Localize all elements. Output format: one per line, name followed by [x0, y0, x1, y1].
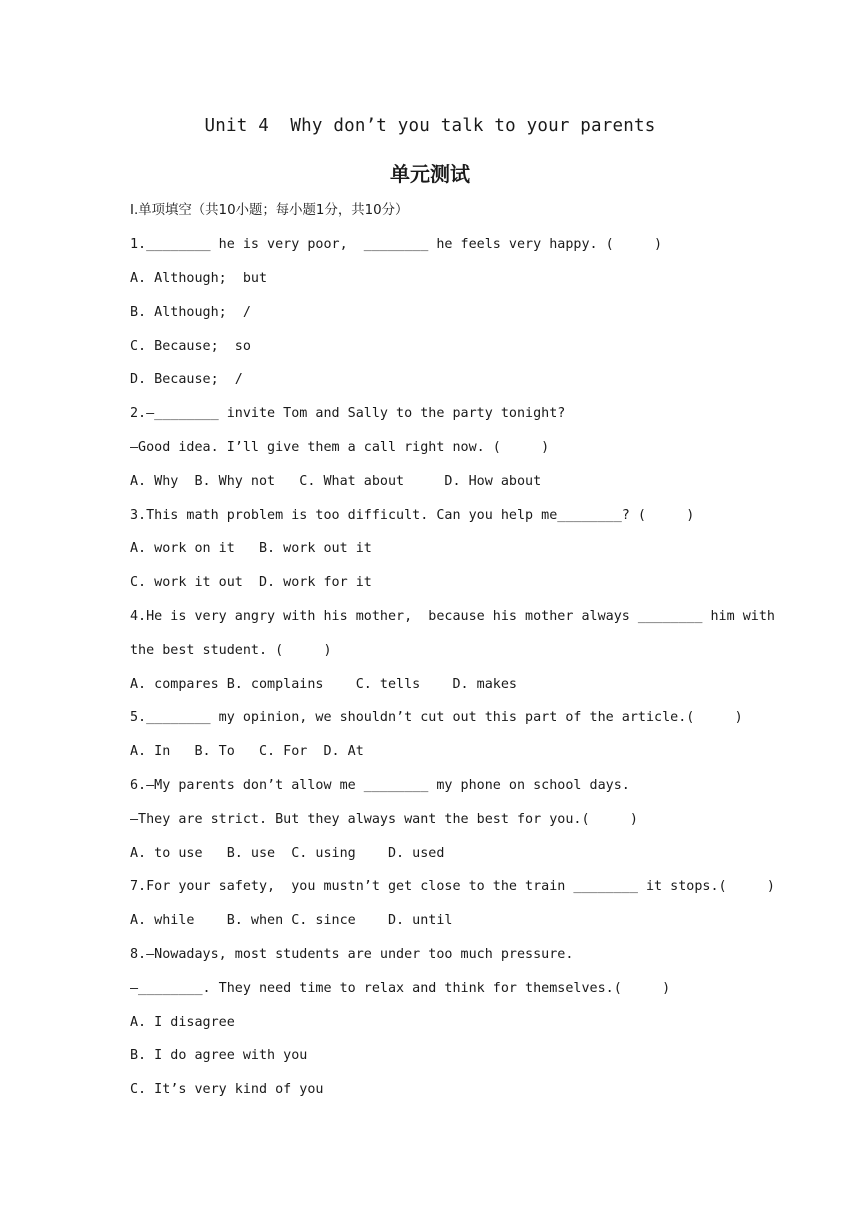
option-line: C. work it out D. work for it: [130, 575, 372, 590]
option-line: C. Because; so: [130, 339, 251, 354]
question-line: 3.This math problem is too difficult. Can you help me________? ( ): [130, 508, 695, 523]
option-line: A. while B. when C. since D. until: [130, 913, 453, 928]
option-line: A. compares B. complains C. tells D. makes: [130, 677, 517, 692]
question-line: 1.________ he is very poor, ________ he feels very happy. ( ): [130, 237, 663, 252]
document-title: Unit 4 Why don’t you talk to your parents: [204, 116, 656, 136]
question-line: 7.For your safety, you mustn’t get close to the train ________ it stops.( ): [130, 879, 775, 894]
option-line: A. In B. To C. For D. At: [130, 744, 364, 759]
option-line: A. Why B. Why not C. What about D. How about: [130, 474, 542, 489]
question-line: the best student. ( ): [130, 643, 332, 658]
section-heading: Ⅰ.单项填空（共10小题；每小题1分，共10分）: [130, 203, 409, 218]
option-line: A. I disagree: [130, 1015, 235, 1030]
question-line: —Good idea. I’ll give them a call right now. ( ): [130, 440, 550, 455]
document-subtitle: 单元测试: [390, 162, 470, 186]
option-line: A. to use B. use C. using D. used: [130, 846, 445, 861]
option-line: B. Although; /: [130, 305, 251, 320]
question-line: 5.________ my opinion, we shouldn’t cut out this part of the article.( ): [130, 710, 743, 725]
question-line: —They are strict. But they always want the best for you.( ): [130, 812, 638, 827]
option-line: A. work on it B. work out it: [130, 541, 372, 556]
question-line: 2.—________ invite Tom and Sally to the party tonight?: [130, 406, 566, 421]
option-line: C. It’s very kind of you: [130, 1082, 324, 1097]
option-line: B. I do agree with you: [130, 1048, 308, 1063]
question-line: —________. They need time to relax and think for themselves.( ): [130, 981, 671, 996]
option-line: A. Although; but: [130, 271, 268, 286]
question-line: 8.—Nowadays, most students are under too much pressure.: [130, 947, 574, 962]
question-line: 4.He is very angry with his mother, because his mother always ________ him with: [130, 609, 775, 624]
question-line: 6.—My parents don’t allow me ________ my phone on school days.: [130, 778, 630, 793]
option-line: D. Because; /: [130, 372, 243, 387]
